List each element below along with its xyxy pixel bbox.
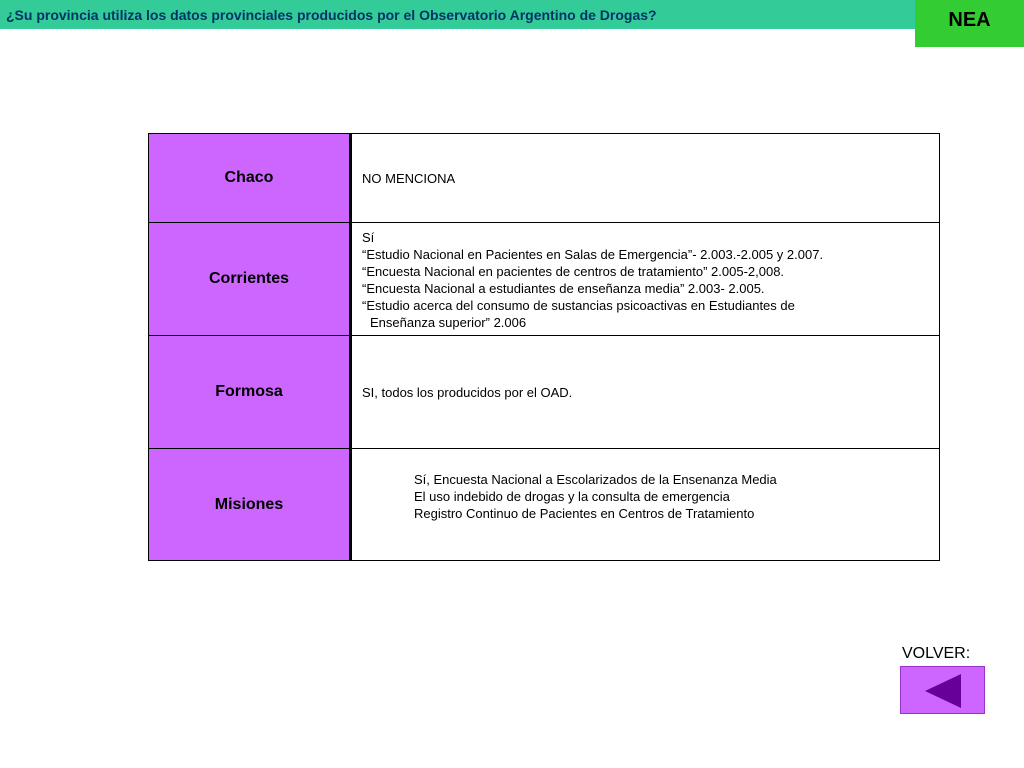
info-line: El uso indebido de drogas y la consulta de emergencia bbox=[414, 489, 730, 504]
province-info-chaco bbox=[351, 134, 940, 223]
table-row bbox=[149, 134, 940, 223]
info-line: “Encuesta Nacional a estudiantes de enseñanza media” 2.003- 2.005. bbox=[362, 281, 765, 296]
province-name-misiones: Misiones bbox=[149, 449, 351, 561]
table-row bbox=[149, 223, 940, 336]
info-line: Registro Continuo de Pacientes en Centros de Tratamiento bbox=[414, 506, 755, 521]
back-label: VOLVER: bbox=[902, 645, 971, 662]
table-row bbox=[149, 336, 940, 449]
info-line: NO MENCIONA bbox=[362, 170, 456, 186]
province-info-misiones bbox=[351, 449, 940, 561]
province-name-formosa: Formosa bbox=[149, 336, 351, 449]
province-name-chaco: Chaco bbox=[149, 134, 351, 223]
info-line: Sí bbox=[362, 230, 375, 245]
info-line: Enseñanza superior” 2.006 bbox=[370, 315, 527, 330]
province-info-corrientes bbox=[351, 223, 940, 336]
provinces-table bbox=[148, 133, 940, 561]
title-bar bbox=[0, 0, 1024, 29]
info-line: “Estudio acerca del consumo de sustancias psicoactivas en Estudiantes de bbox=[362, 298, 795, 313]
triangle-left-icon bbox=[925, 674, 961, 708]
region-badge: NEA bbox=[915, 0, 1024, 47]
back-button[interactable] bbox=[900, 666, 985, 714]
info-line: “Encuesta Nacional en pacientes de centros de tratamiento” 2.005-2,008. bbox=[362, 264, 785, 279]
info-line: SI, todos los producidos por el OAD. bbox=[362, 384, 573, 400]
page-title: ¿Su provincia utiliza los datos provinciales producidos por el Observatorio Argentino de Drogas? bbox=[6, 7, 657, 23]
info-line: Sí, Encuesta Nacional a Escolarizados de la Ensenanza Media bbox=[414, 472, 777, 487]
province-name-corrientes: Corrientes bbox=[149, 223, 351, 336]
table-row bbox=[149, 449, 940, 561]
province-info-formosa bbox=[351, 336, 940, 449]
info-line: “Estudio Nacional en Pacientes en Salas de Emergencia”- 2.003.-2.005 y 2.007. bbox=[362, 247, 824, 262]
